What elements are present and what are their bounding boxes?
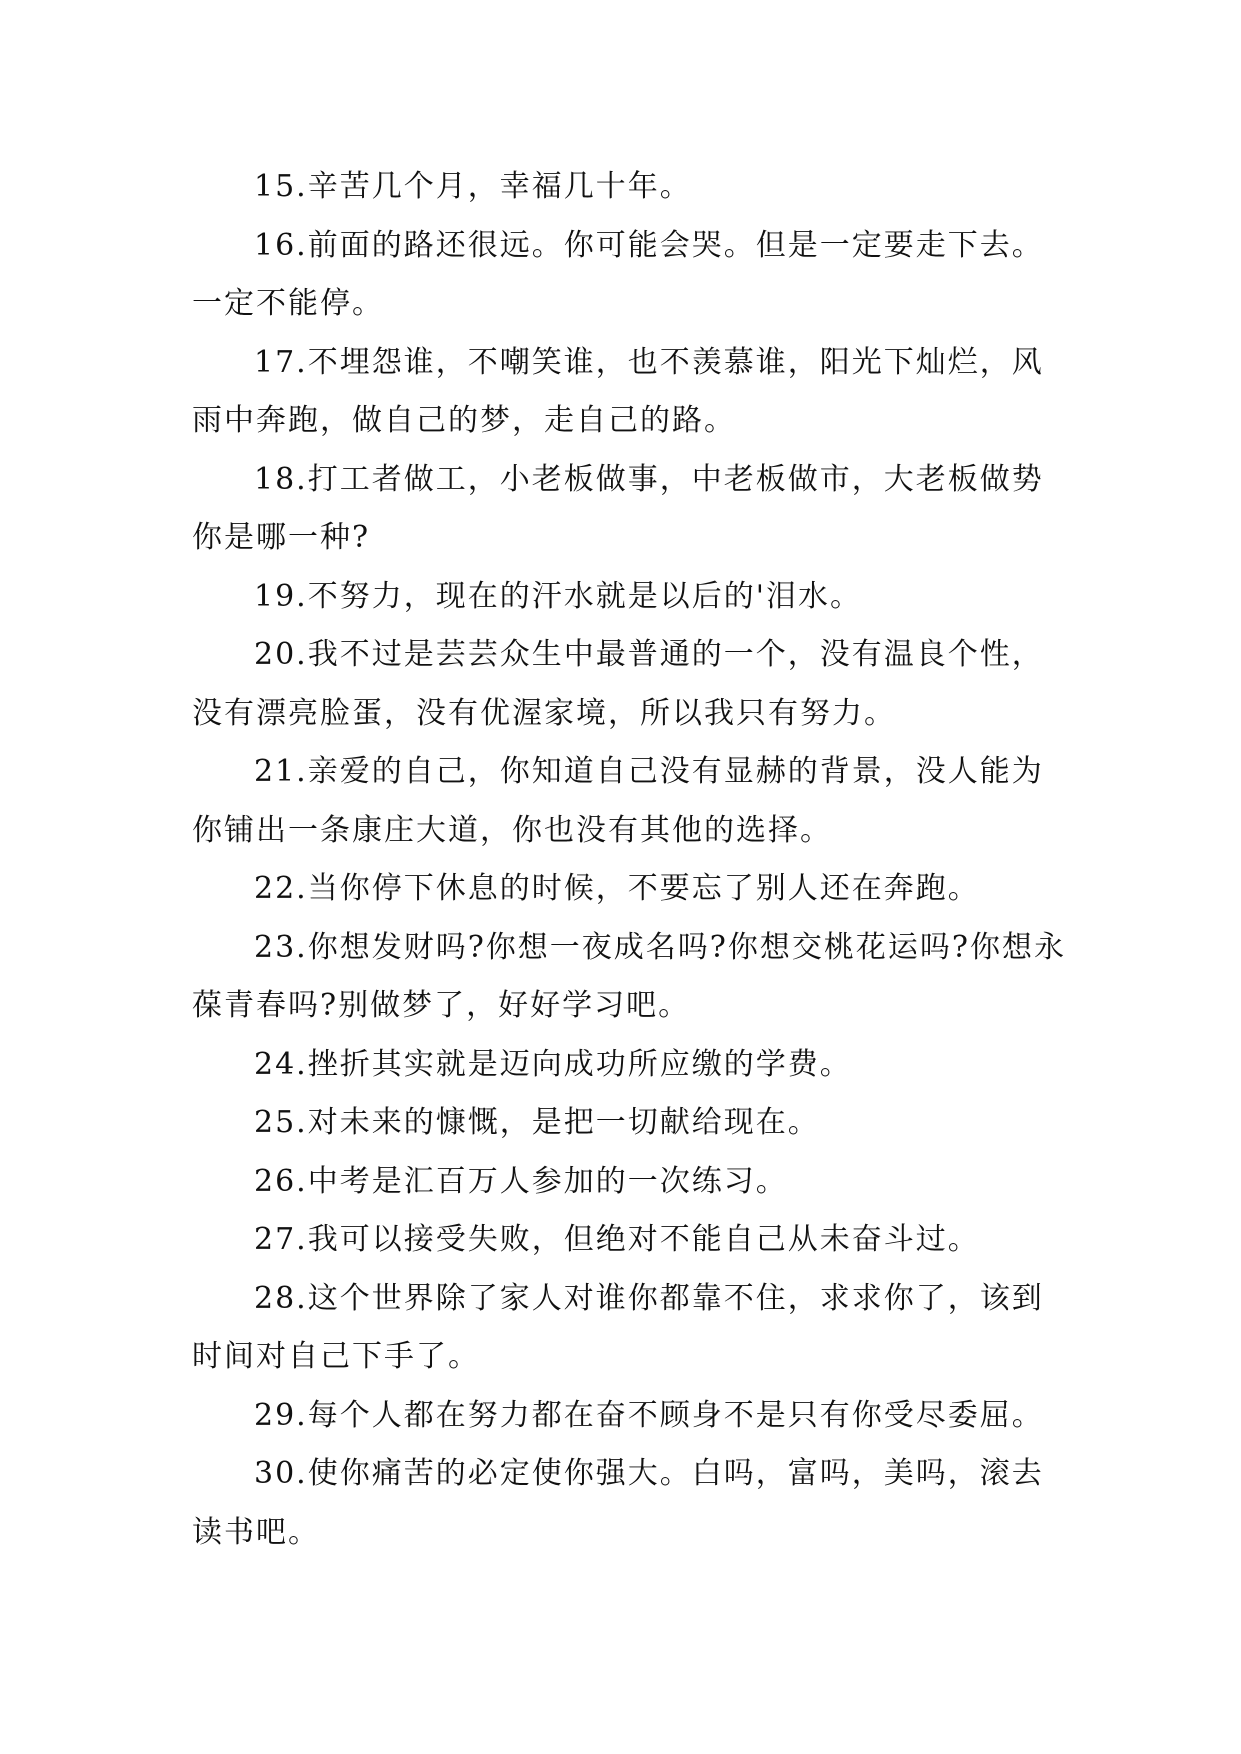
paragraph-20: 20.我不过是芸芸众生中最普通的一个，没有温良个性，没有漂亮脸蛋，没有优渥家境，所以我只有努力。: [192, 637, 1044, 731]
paragraph-30: 30.使你痛苦的必定使你强大。白吗，富吗，美吗，滚去读书吧。: [192, 1456, 1044, 1550]
document-body: [192, 158, 1072, 1562]
paragraph-24: 24.挫折其实就是迈向成功所应缴的学费。: [254, 1046, 852, 1082]
paragraph-19: 19.不努力，现在的汗水就是以后的'泪水。: [254, 578, 862, 614]
paragraph-28: 28.这个世界除了家人对谁你都靠不住，求求你了，该到时间对自己下手了。: [192, 1280, 1044, 1374]
paragraph-26: 26.中考是汇百万人参加的一次练习。: [254, 1163, 788, 1199]
paragraph-16: 16.前面的路还很远。你可能会哭。但是一定要走下去。一定不能停。: [192, 227, 1044, 321]
paragraph-22: 22.当你停下休息的时候，不要忘了别人还在奔跑。: [254, 871, 980, 906]
paragraph-17: 17.不埋怨谁，不嘲笑谁，也不羡慕谁，阳光下灿烂，风雨中奔跑，做自己的梦，走自己的路。: [192, 344, 1044, 438]
paragraph-21: 21.亲爱的自己，你知道自己没有显赫的背景，没人能为你铺出一条康庄大道，你也没有其他的选择。: [192, 754, 1044, 848]
paragraph-15: 15.辛苦几个月，幸福几十年。: [254, 169, 692, 204]
paragraph-27: 27.我可以接受失败，但绝对不能自己从未奋斗过。: [254, 1222, 980, 1257]
paragraph-29: 29.每个人都在努力都在奋不顾身不是只有你受尽委屈。: [254, 1397, 1044, 1433]
paragraph-23: 23.你想发财吗?你想一夜成名吗?你想交桃花运吗?你想永葆青春吗?别做梦了，好好学习吧。: [192, 929, 1066, 1023]
paragraph-25: 25.对未来的慷慨，是把一切献给现在。: [254, 1105, 820, 1140]
paragraph-18: 18.打工者做工，小老板做事，中老板做市，大老板做势你是哪一种?: [192, 461, 1044, 555]
